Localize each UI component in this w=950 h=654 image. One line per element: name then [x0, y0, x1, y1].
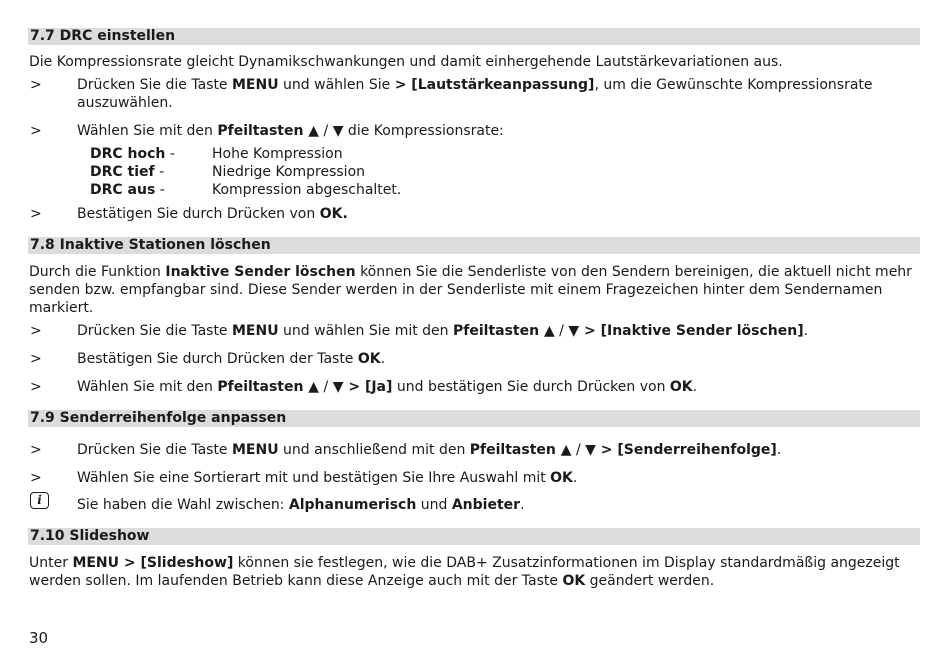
- drc-option-key: DRC tief -: [90, 164, 165, 180]
- drc-intro: Die Kompressionsrate gleicht Dynamikschwankungen und damit einhergehende Lautstärkevariationen aus.: [29, 54, 783, 70]
- inactive-step-3: Wählen Sie mit den Pfeiltasten ▲ / ▼ > [Ja] und bestätigen Sie durch Drücken von OK.: [77, 379, 698, 395]
- bullet-marker: >: [30, 123, 42, 139]
- drc-option-value: Hohe Kompression: [212, 146, 343, 162]
- section-heading-slideshow: 7.10 Slideshow: [28, 528, 920, 545]
- drc-step-1-cont: auszuwählen.: [77, 95, 173, 111]
- bullet-marker: >: [30, 442, 42, 458]
- slideshow-line-2: werden sollen. Im laufenden Betrieb kann diese Anzeige auch mit der Taste OK geändert werden.: [29, 573, 715, 589]
- bullet-marker: >: [30, 323, 42, 339]
- section-heading-order: 7.9 Senderreihenfolge anpassen: [28, 410, 920, 427]
- inactive-step-1: Drücken Sie die Taste MENU und wählen Sie mit den Pfeiltasten ▲ / ▼ > [Inaktive Sender löschen].: [77, 323, 809, 339]
- page-number: 30: [29, 629, 49, 647]
- bullet-marker: >: [30, 206, 42, 222]
- drc-step-3: Bestätigen Sie durch Drücken von OK.: [77, 206, 348, 222]
- inactive-intro-line-1: Durch die Funktion Inaktive Sender löschen können Sie die Senderliste von den Sendern bereinigen, die aktuell nicht mehr: [29, 264, 912, 280]
- drc-step-2: Wählen Sie mit den Pfeiltasten ▲ / ▼ die Kompressionsrate:: [77, 123, 504, 139]
- section-heading-inactive: 7.8 Inaktive Stationen löschen: [28, 237, 920, 254]
- bullet-marker: >: [30, 470, 42, 486]
- bullet-marker: >: [30, 379, 42, 395]
- info-icon: i: [30, 492, 49, 509]
- drc-option-key: DRC aus -: [90, 182, 165, 198]
- slideshow-line-1: Unter MENU > [Slideshow] können sie festlegen, wie die DAB+ Zusatzinformationen im Display standardmäßig angezeigt: [29, 555, 900, 571]
- bullet-marker: >: [30, 77, 42, 93]
- order-step-1: Drücken Sie die Taste MENU und anschließend mit den Pfeiltasten ▲ / ▼ > [Senderreihenfolge].: [77, 442, 782, 458]
- inactive-intro-line-2: senden bzw. empfangbar sind. Diese Sender werden in der Senderliste mit einem Fragezeichen hinter dem Sendernamen: [29, 282, 883, 298]
- order-step-2: Wählen Sie eine Sortierart mit und bestätigen Sie Ihre Auswahl mit OK.: [77, 470, 578, 486]
- drc-option-value: Niedrige Kompression: [212, 164, 366, 180]
- order-note: Sie haben die Wahl zwischen: Alphanumerisch und Anbieter.: [77, 497, 525, 513]
- inactive-step-2: Bestätigen Sie durch Drücken der Taste OK.: [77, 351, 386, 367]
- drc-option-value: Kompression abgeschaltet.: [212, 182, 402, 198]
- drc-step-1: Drücken Sie die Taste MENU und wählen Sie > [Lautstärkeanpassung], um die Gewünschte Kompressionsrate: [77, 77, 873, 93]
- inactive-intro-line-3: markiert.: [29, 300, 94, 316]
- bullet-marker: >: [30, 351, 42, 367]
- drc-option-key: DRC hoch -: [90, 146, 175, 162]
- section-heading-drc: 7.7 DRC einstellen: [28, 28, 920, 45]
